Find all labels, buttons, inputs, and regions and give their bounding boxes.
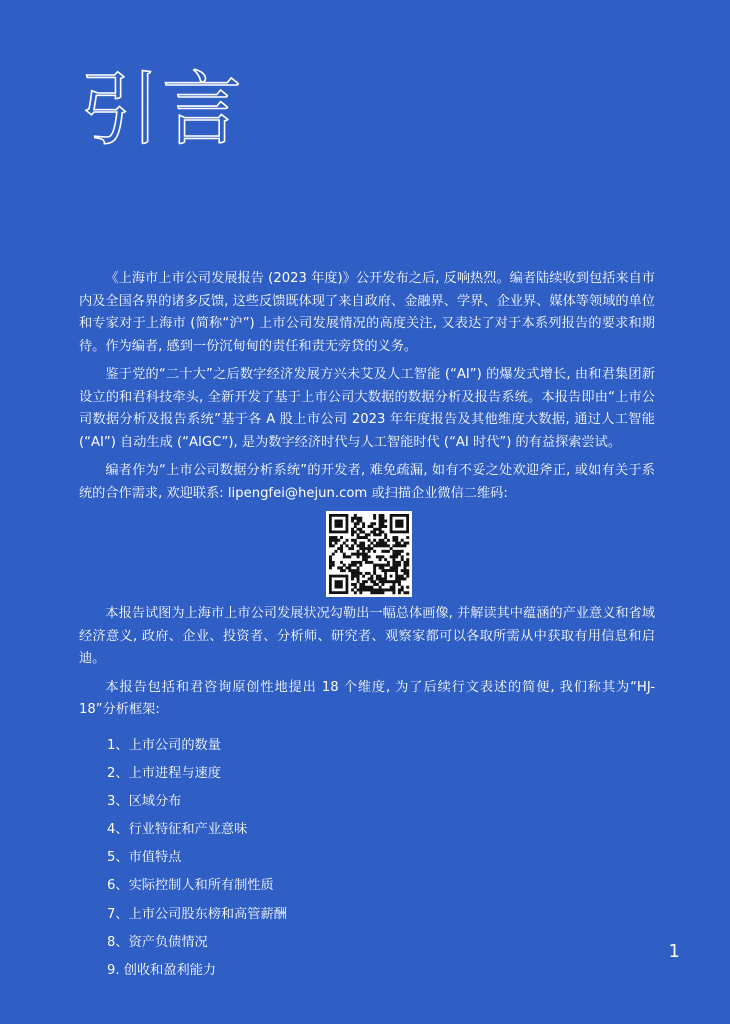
list-item: 5、市值特点 — [107, 850, 182, 866]
paragraph-5: 本报告包括和君咨询原创性地提出 18 个维度, 为了后续行文表述的简便, 我们称其为“HJ-18”分析框架: — [79, 679, 655, 717]
paragraph-1: 《上海市上市公司发展报告 (2023 年度)》公开发布之后, 反响热烈。编者陆续收到包括来自市内及全国各界的诸多反馈, 这些反馈既体现了来自政府、金融界、学界、企业界、媒体等领域的单位和专家对于上海市 (简称“沪”) 上市公司发展情况的高度关注, 又表达了对于本系列报告的要求和期待。作为编者, 感到一份沉甸甸的责任和责无旁贷的义务。 — [79, 271, 655, 354]
paragraph-4: 本报告试图为上海市上市公司发展状况勾勒出一幅总体画像, 并解读其中蕴涵的产业意义和省域经济意义, 政府、企业、投资者、分析师、研究者、观察家都可以各取所需从中获取有用信息和启迪。 — [79, 606, 655, 666]
page-number: 1 — [668, 941, 680, 962]
list-item: 3、区域分布 — [107, 793, 182, 809]
list-item: 7、上市公司股东榜和高管薪酬 — [107, 906, 287, 922]
list-item: 8、资产负债情况 — [107, 934, 208, 950]
paragraph-2: 鉴于党的“二十大”之后数字经济发展方兴未艾及人工智能 (“AI”) 的爆发式增长, 由和君集团新设立的和君科技牵头, 全新开发了基于上市公司大数据的数据分析及报告系统。本报告即由“上市公司数据分析及报告系统”基于各 A 股上市公司 2023 年年度报告及其他维度大数据, 通过人工智能 (“AI”) 自动生成 (“AIGC”), 是为数字经济时代与人工智能时代 (“AI 时代”) 的有益探索尝试。 — [79, 367, 655, 450]
list-item: 1、上市公司的数量 — [107, 737, 221, 753]
framework-list — [79, 732, 655, 986]
list-item: 2、上市进程与速度 — [107, 765, 221, 781]
intro-body — [79, 268, 655, 985]
qr-code-icon[interactable] — [326, 511, 412, 597]
paragraph-3-contact: 编者作为“上市公司数据分析系统”的开发者, 难免疏漏, 如有不妥之处欢迎斧正, 或如有关于系统的合作需求, 欢迎联系: lipengfei@hejun.com 或扫描企业微信二维码: — [79, 463, 655, 501]
qr-code-graphic — [326, 511, 412, 597]
list-item: 6、实际控制人和所有制性质 — [107, 878, 274, 894]
page-title: 引言 — [80, 63, 244, 156]
list-item: 4、行业特征和产业意味 — [107, 822, 248, 838]
list-item: 9. 创收和盈利能力 — [107, 963, 217, 978]
